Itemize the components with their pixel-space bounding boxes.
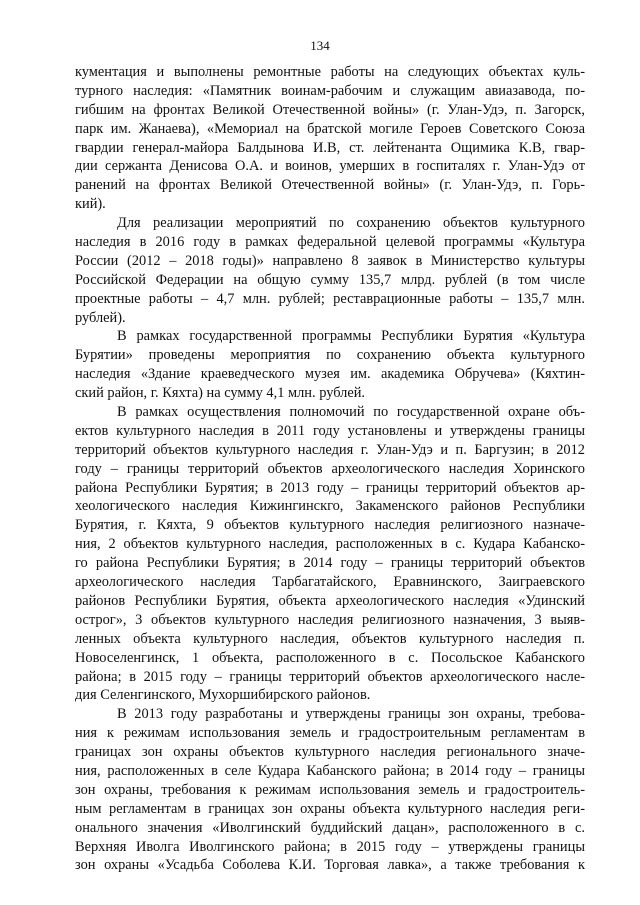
text-line: турного наследия: «Памятник воинам-рабочим и служащим авиазавода, по- [75, 82, 585, 99]
text-line: ленных объекта культурного наследия, объектов культурного наследия п. [75, 630, 585, 647]
text-line: ский район, г. Кяхта) на сумму 4,1 млн. рублей. [75, 385, 366, 402]
text-line: ранений на фронтах Великой Отечественной войны» (г. Улан-Удэ, п. Горь- [75, 177, 585, 194]
text-line: района Республики Бурятия; в 2013 году – границы территорий объектов ар- [75, 479, 585, 496]
text-line: ектов культурного наследия в 2011 году установлены и утверждены границы [75, 422, 585, 439]
body-text [75, 63, 585, 875]
text-line: Для реализации мероприятий по сохранению объектов культурного [117, 215, 585, 232]
text-line: районов Республики Бурятия, объекта археологического наследия «Удинский [75, 592, 585, 609]
text-line: дии сержанта Денисова О.А. и воинов, умерших в госпиталях г. Улан-Удэ от [75, 158, 585, 175]
text-line: наследия «Здание краеведческого музея им. академика Обручева» (Кяхтин- [75, 366, 585, 383]
text-line: Российской Федерации на общую сумму 135,7 млрд. рублей (в том числе [75, 271, 585, 288]
text-line: го района Республики Бурятия; в 2014 году – границы территорий объектов [75, 555, 585, 572]
text-line: году – границы территорий объектов археологического наследия Хоринского [75, 460, 585, 477]
text-line: границах зон охраны объектов культурного наследия регионального значе- [75, 744, 585, 761]
text-line: наследия в 2016 году в рамках федеральной целевой программы «Культура [75, 234, 585, 251]
text-line: Верхняя Иволга Иволгинского района; в 2015 году – утверждены границы [75, 838, 585, 855]
paragraph [75, 705, 585, 875]
text-line: ния, расположенных в селе Кудара Кабанского района; в 2014 году – границы [75, 762, 585, 779]
paragraph [75, 214, 585, 327]
page-number: 134 [310, 38, 330, 53]
text-line: Новоселенгинск, 1 объекта, расположенного в с. Посольское Кабанского [75, 649, 585, 666]
text-line: проектные работы – 4,7 млн. рублей; реставрационные работы – 135,7 млн. [75, 290, 585, 307]
text-line: В 2013 году разработаны и утверждены границы зон охраны, требова- [117, 706, 585, 723]
text-line: ния, 2 объектов культурного наследия, расположенных в с. Кудара Кабанско- [75, 536, 585, 553]
text-line: кументация и выполнены ремонтные работы на следующих объектах куль- [75, 64, 585, 80]
text-line: дия Селенгинского, Мухоршибирского районов. [75, 687, 371, 704]
text-line: кий). [75, 196, 106, 213]
text-line: парк им. Жанаева), «Мемориал на братской могиле Героев Советского Союза [75, 120, 585, 137]
text-line: Бурятии» проведены мероприятия по сохранению объекта культурного [75, 347, 585, 364]
text-line: зон охраны «Усадьба Соболева К.И. Торговая лавка», а также требования к [75, 857, 585, 874]
text-line: района; в 2015 году – границы территорий объектов археологического насле- [75, 668, 585, 685]
text-line: ния к режимам использования земель и градостроительным регламентам в [75, 725, 585, 742]
text-line: археологического наследия Тарбагатайского, Еравнинского, Заиграевского [75, 574, 585, 591]
text-line: ным регламентам в границах зон охраны объекта культурного наследия реги- [75, 800, 585, 817]
text-line: В рамках государственной программы Республики Бурятия «Культура [117, 328, 585, 345]
text-line: гвардии генерал-майора Балдынова И.В, ст. лейтенанта Ощимика К.В, гвар- [75, 139, 585, 156]
paragraph [75, 63, 585, 214]
paragraph [75, 327, 585, 403]
text-line: зон охраны, требования к режимам использования земель и градостроитель- [75, 781, 585, 798]
paragraph [75, 403, 585, 705]
text-line: гибшим на фронтах Великой Отечественной войны» (г. Улан-Удэ, п. Загорск, [75, 101, 585, 118]
text-line: острог», 3 объектов культурного наследия религиозного назначения, 3 выяв- [75, 611, 585, 628]
text-line: России (2012 – 2018 годы)» направлено 8 заявок в Министерство культуры [75, 252, 585, 269]
text-line: онального значения «Иволгинский буддийский дацан», расположенного в с. [75, 819, 585, 836]
text-line: В рамках осуществления полномочий по государственной охране объ- [117, 404, 585, 421]
text-line: территорий объектов культурного наследия г. Улан-Удэ и п. Баргузин; в 2012 [75, 441, 585, 458]
text-line: Бурятия, г. Кяхта, 9 объектов культурного наследия религиозного назначе- [75, 517, 585, 534]
text-line: рублей). [75, 309, 126, 326]
text-line: хеологического наследия Кижингинскго, Закаменского районов Республики [75, 498, 585, 515]
